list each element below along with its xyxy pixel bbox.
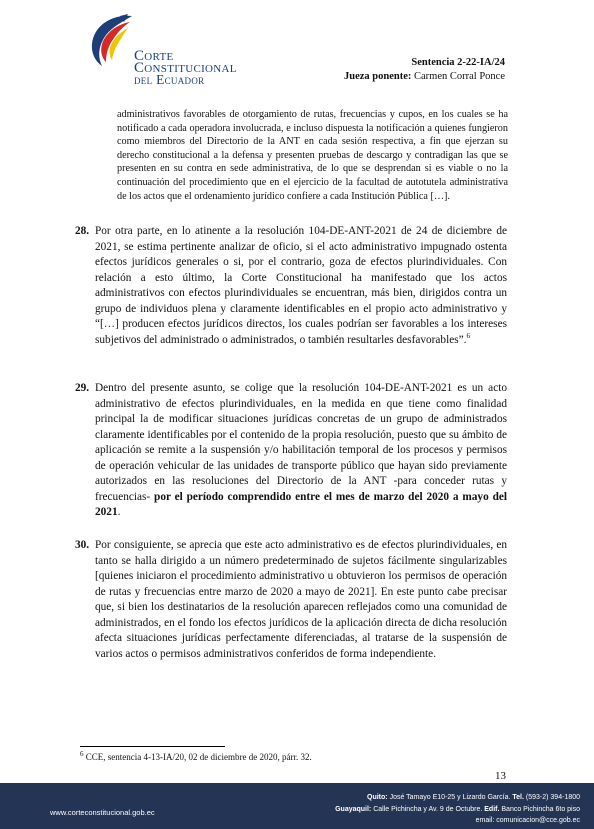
logo-line-1: Corte	[134, 48, 174, 64]
logo-line-2: Constitucional	[134, 60, 237, 76]
paragraph-text: Por consiguiente, se aprecia que este acto administrativo es de efectos plurindividuales, en tanto se halla dirigido a un número predeterminado de sujetos fácilmente singularizables [quienes iniciaron el procedimiento administrativo u obtuvieron los permisos de operación de rutas y frecuencias entre marzo de 2020 a mayo de 2021]. En este punto cabe precisar que, si bien los destinatarios de la resolución aparecen reflejados como una comunidad de administrados, en el fondo los efectos jurídicos de la aplicación directa de dicha resolución afecta situaciones jurídicas perfectamente diferenciadas, al tratarse de la suspensión de varios actos o permisos administrativos conferidos de forma independiente.	[95, 539, 507, 660]
paragraph-28	[75, 224, 507, 348]
sentencia-number: Sentencia 2-22-IA/24	[411, 57, 505, 68]
footnote-ref[interactable]: 6	[466, 331, 470, 340]
tel-label: Tel.	[512, 794, 524, 801]
footnote-divider	[80, 746, 225, 747]
paragraph-number: 30.	[75, 539, 90, 551]
paragraph-29	[75, 381, 507, 521]
judge-name: Carmen Corral Ponce	[414, 71, 505, 82]
edif-label: Edif.	[484, 805, 500, 813]
footnote-number: 6	[80, 750, 84, 758]
quito-label: Quito:	[367, 794, 388, 801]
edif-text: Banco Pichincha 6to piso	[501, 805, 580, 813]
guayaquil-address: Calle Pichincha y Av. 9 de Octubre.	[373, 805, 483, 813]
footer-email[interactable]: email: comunicacion@cce.gob.ec	[475, 817, 580, 824]
judge-label: Jueza ponente:	[344, 71, 412, 82]
document-header	[344, 56, 505, 84]
page-footer	[0, 783, 594, 829]
paragraph-tail: .	[117, 506, 121, 518]
paragraph-text: Dentro del presente asunto, se colige que la resolución 104-DE-ANT-2021 es un acto administrativo de efectos plurindividuales, en la medida en que tiene como finalidad principal la de modificar situaciones jurídicas concretas de un grupo de administrados claramente identificables por el contenido de la propia resolución, puesto que su ámbito de aplicación se remite a la suspensión y/o habilitación temporal de los procesos y permisos de operación vehicular de las unidades de transporte público que hayan sido previamente autorizados en las resoluciones del Directorio de la ANT -para conceder rutas y frecuencias-	[95, 382, 507, 503]
paragraph-number: 29.	[75, 382, 90, 394]
page-number: 13	[495, 770, 506, 782]
guayaquil-label: Guayaquil:	[335, 805, 372, 813]
paragraph-30	[75, 538, 507, 662]
paragraph-number: 28.	[75, 225, 90, 237]
quito-address: José Tamayo E10-25 y Lizardo García.	[389, 794, 511, 801]
website-link[interactable]: www.corteconstitucional.gob.ec	[50, 808, 155, 817]
footer-address	[335, 792, 580, 827]
footnote	[80, 752, 312, 762]
block-quote: administrativos favorables de otorgamiento de rutas, frecuencias y cupos, en los cuales se ha notificado a cada operadora involucrada, e incluso dispuesta la notificación a quienes fungieron como miembros del Directorio de la ANT en cada sesión respectiva, a fin que ejerzan su derecho constitucional a la defensa y presenten pruebas de descargo y contradigan las que se presenten en su contra en sede administrativa, de lo que se desprendan si es viable o no la continuación del procedimiento que en el ejercicio de la facultad de autotutela administrativa de los actos que el ordenamiento jurídico confiere a cada Institución Pública […].	[117, 109, 508, 202]
tel-number: (593-2) 394-1800	[525, 794, 580, 801]
logo-line-3: del Ecuador	[134, 72, 205, 87]
paragraph-bold-text: por el período comprendido entre el mes de marzo del 2020 a mayo del 2021	[95, 490, 508, 518]
court-logo	[84, 10, 254, 87]
paragraph-text: Por otra parte, en lo atinente a la resolución 104-DE-ANT-2021 de 24 de diciembre de 2021, se estima pertinente analizar de oficio, si el acto administrativo impugnado ostenta efectos jurídicos generales o si, por el contrario, goza de efectos plurindividuales. Con relación a esto último, la Corte Constitucional ha manifestado que los actos administrativos con efectos plurindividuales se encuentran, más bien, dirigidos contra un grupo de individuos plena y claramente identificables en el propio acto administrativo y “[…] producen efectos jurídicos directos, los cuales podrían ser favorables a los intereses subjetivos del administrado o administrados, o también resultarles desfavorables”.	[95, 225, 507, 346]
logo-wordmark	[134, 50, 237, 86]
footnote-text: CCE, sentencia 4-13-IA/20, 02 de diciembre de 2020, párr. 32.	[85, 752, 312, 762]
